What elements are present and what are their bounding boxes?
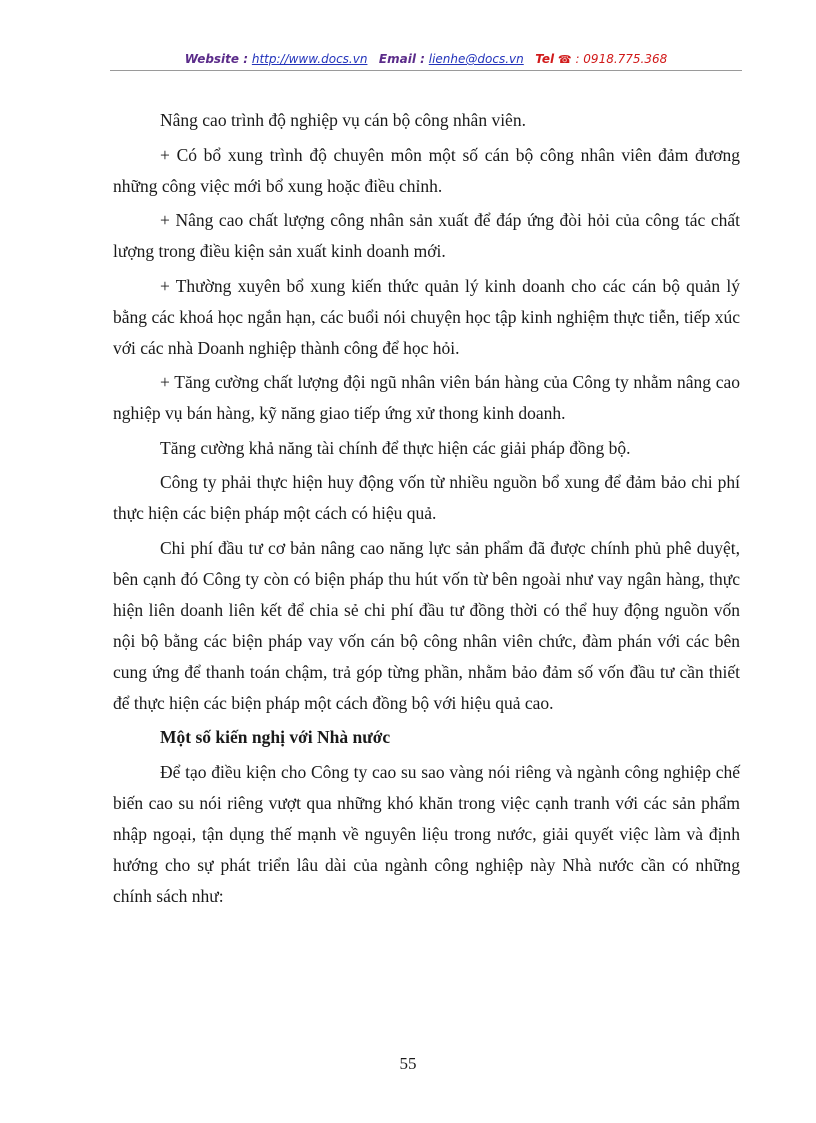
email-label: Email	[378, 52, 416, 66]
paragraph: + Thường xuyên bổ xung kiến thức quản lý kinh doanh cho các cán bộ quản lý bằng các khoá học ngắn hạn, các buổi nói chuyện học tập kinh nghiệm thực tiễn, tiếp xúc với các nhà Doanh nghiệp thành công để học hỏi.	[113, 275, 740, 358]
tel-label: Tel	[535, 52, 555, 66]
paragraph: Nâng cao trình độ nghiệp vụ cán bộ công nhân viên.	[160, 110, 526, 130]
email-link[interactable]: lienhe@docs.vn	[428, 52, 524, 66]
paragraph: Để tạo điều kiện cho Công ty cao su sao vàng nói riêng và ngành công nghiệp chế biến cao su nói riêng vượt qua những khó khăn trong việc cạnh tranh với các sản phẩm nhập ngoại, tận dụng thế mạnh về nguyên liệu trong nước, giải quyết việc làm và định hướng cho sự phát triển lâu dài của ngành công nghiệp này Nhà nước cần có những chính sách như:	[113, 761, 740, 906]
page-header	[110, 50, 742, 69]
paragraph: + Có bổ xung trình độ chuyên môn một số cán bộ công nhân viên đảm đương những công việc mới bổ xung hoặc điều chỉnh.	[113, 144, 740, 196]
page-number: 55	[399, 1054, 417, 1073]
paragraph: + Tăng cường chất lượng đội ngũ nhân viên bán hàng của Công ty nhằm nâng cao nghiệp vụ bán hàng, kỹ năng giao tiếp ứng xử thong kinh doanh.	[113, 372, 740, 423]
header-divider	[110, 70, 742, 71]
paragraph: Tăng cường khả năng tài chính để thực hiện các giải pháp đồng bộ.	[160, 437, 631, 458]
paragraph: Chi phí đầu tư cơ bản nâng cao năng lực sản phẩm đã được chính phủ phê duyệt, bên cạnh đó Công ty còn có biện pháp thu hút vốn từ bên ngoài như vay ngân hàng, thực hiện liên doanh liên kết để chia sẻ chi phí đầu tư đồng thời có thể huy động nguồn vốn nội bộ bằng các biện pháp vay vốn cán bộ công nhân viên chức, đàm phán với các bên cung ứng để thanh toán chậm, trả góp từng phần, nhằm bảo đảm số vốn đầu tư cần thiết để thực hiện các biện pháp một cách đồng bộ với hiệu quả cao.	[113, 537, 740, 713]
website-label: Website :	[184, 52, 249, 66]
section-heading: Một số kiến nghị với Nhà nước	[160, 727, 391, 747]
website-link[interactable]: http://www.docs.vn	[251, 52, 368, 66]
document-body	[113, 105, 740, 915]
paragraph: + Nâng cao chất lượng công nhân sản xuất để đáp ứng đòi hỏi của công tác chất lượng trong điều kiện sản xuất kinh doanh mới.	[113, 210, 740, 261]
phone-icon: ☎	[557, 53, 572, 66]
tel-number: : 0918.775.368	[575, 52, 668, 66]
email-separator: :	[415, 52, 425, 66]
paragraph: Công ty phải thực hiện huy động vốn từ nhiều nguồn bổ xung để đảm bảo chi phí thực hiện các biện pháp một cách có hiệu quả.	[113, 472, 740, 523]
